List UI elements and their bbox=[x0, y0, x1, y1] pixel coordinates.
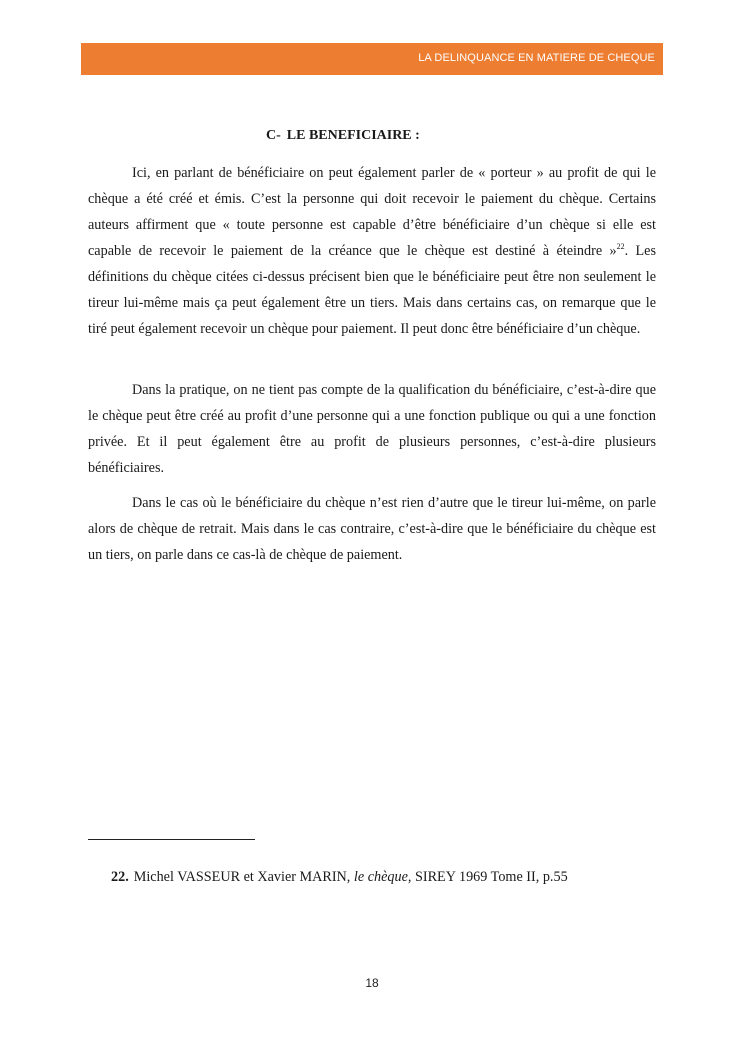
section-title bbox=[266, 128, 420, 144]
footnote-authors: Michel VASSEUR et Xavier MARIN, bbox=[133, 869, 351, 885]
footnote-reference[interactable]: 22 bbox=[616, 242, 625, 251]
footnote bbox=[111, 869, 568, 886]
page-number: 18 bbox=[365, 976, 379, 990]
section-title-text: LE BENEFICIAIRE : bbox=[286, 128, 420, 143]
footnote-number: 22. bbox=[111, 869, 129, 885]
paragraph-1-text-after-note: . Les définitions du chèque citées ci-dessus précisent bien que le bénéficiaire peut être non seulement le tireur lui-même mais ça peut également être un tiers. Mais dans certains cas, on remarque que le tiré peut également recevoir un chèque pour paiement. Il peut donc être bénéficiaire d’un chèque. bbox=[88, 243, 656, 337]
footnote-separator bbox=[88, 839, 255, 840]
header-bar bbox=[81, 43, 663, 75]
paragraph-1 bbox=[88, 160, 656, 342]
paragraph-3 bbox=[88, 490, 656, 568]
paragraph-3-text: Dans le cas où le bénéficiaire du chèque n’est rien d’autre que le tireur lui-même, on parle alors de chèque de retrait. Mais dans le cas contraire, c’est-à-dire que le bénéficiaire du chèque est un tiers, on parle dans ce cas-là de chèque de paiement. bbox=[88, 495, 656, 563]
header-title: LA DELINQUANCE EN MATIERE DE CHEQUE bbox=[418, 52, 655, 64]
footnote-title: le chèque bbox=[353, 869, 408, 885]
paragraph-2 bbox=[88, 377, 656, 481]
footnote-rest: , SIREY 1969 Tome II, p.55 bbox=[407, 869, 568, 885]
paragraph-1-text bbox=[88, 160, 656, 342]
paragraph-1-text-before-note: Ici, en parlant de bénéficiaire on peut également parler de « porteur » au profit de qui le chèque a été créé et émis. C’est la personne qui doit recevoir le paiement du chèque. Certains auteurs affirment que « toute personne est capable d’être bénéficiaire d’un chèque si elle est capable de recevoir le paiement de la créance que le chèque est destiné à éteindre » bbox=[88, 165, 656, 259]
paragraph-2-text: Dans la pratique, on ne tient pas compte de la qualification du bénéficiaire, c’est-à-dire que le chèque peut être créé au profit d’une personne qui a une fonction publique ou qui a une fonction privée. Et il peut également être au profit de plusieurs personnes, c’est-à-dire plusieurs bénéficiaires. bbox=[88, 382, 656, 476]
section-letter: C- bbox=[266, 128, 281, 143]
